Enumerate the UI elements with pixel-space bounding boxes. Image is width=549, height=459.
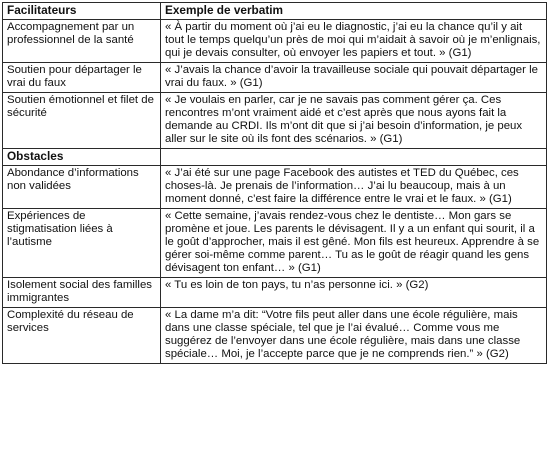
verbatim-table-container bbox=[2, 2, 546, 364]
obstacle-label: Complexité du réseau de services bbox=[3, 308, 161, 364]
verbatim-quote: « Je voulais en parler, car je ne savais pas comment gérer ça. Ces rencontres m’ont vraiment aidé et c’est après que nous ayons fait la demande au CRDI. Ils m’ont dit que si j’ai besoin d’information, je peux aller sur le site où ils font des scénarios. » (G1) bbox=[161, 93, 547, 149]
table-row bbox=[3, 166, 547, 209]
table-row bbox=[3, 63, 547, 93]
table-row bbox=[3, 20, 547, 63]
verbatim-quote: « J’avais la chance d’avoir la travailleuse sociale qui pouvait départager le vrai du faux. » (G1) bbox=[161, 63, 547, 93]
facilitator-label: Soutien pour départager le vrai du faux bbox=[3, 63, 161, 93]
verbatim-quote: « J’ai été sur une page Facebook des autistes et TED du Québec, ces choses-là. Je prenais de l’information… J’ai lu beaucoup, mais à un moment donné, c’est faire la différence entre le vrai et le faux. » (G1) bbox=[161, 166, 547, 209]
obstacle-label: Abondance d’informations non validées bbox=[3, 166, 161, 209]
obstacles-heading: Obstacles bbox=[3, 149, 161, 166]
header-verbatim-example: Exemple de verbatim bbox=[161, 3, 547, 20]
header-row bbox=[3, 3, 547, 20]
table-row bbox=[3, 308, 547, 364]
verbatim-quote: « À partir du moment où j’ai eu le diagnostic, j’ai eu la chance qu’il y ait tout le temps quelqu’un près de moi qui m’aidait à savoir où je m’enlignais, qui je devais consulter, où envoyer les papiers et tout. » (G1) bbox=[161, 20, 547, 63]
table-row bbox=[3, 209, 547, 278]
table-row bbox=[3, 278, 547, 308]
verbatim-quote: « Tu es loin de ton pays, tu n’as personne ici. » (G2) bbox=[161, 278, 547, 308]
table-row bbox=[3, 93, 547, 149]
obstacle-label: Expériences de stigmatisation liées à l’autisme bbox=[3, 209, 161, 278]
verbatim-quote: « La dame m’a dit: “Votre fils peut aller dans une école régulière, mais dans une classe spéciale, tel que je l’ai évalué… Comme vous me suggérez de l’envoyer dans une école régulière, mais dans une classe spéciale… Moi, je l’accepte parce que je ne comprends rien.” » (G2) bbox=[161, 308, 547, 364]
obstacles-section-row bbox=[3, 149, 547, 166]
facilitators-obstacles-table bbox=[2, 2, 547, 364]
facilitator-label: Accompagnement par un professionnel de la santé bbox=[3, 20, 161, 63]
obstacles-heading-empty-cell bbox=[161, 149, 547, 166]
header-facilitators: Facilitateurs bbox=[3, 3, 161, 20]
obstacle-label: Isolement social des familles immigrantes bbox=[3, 278, 161, 308]
facilitator-label: Soutien émotionnel et filet de sécurité bbox=[3, 93, 161, 149]
verbatim-quote: « Cette semaine, j’avais rendez-vous chez le dentiste… Mon gars se promène et joue. Les parents le dévisagent. Il y a un enfant qui sourit, il a le goût d’approcher, mais il est gêné. Mon fils est heureux. Apprendre à se gérer soi-même comme parent… Tu as le goût de réagir quand les gens dévisagent ton enfant… » (G1) bbox=[161, 209, 547, 278]
